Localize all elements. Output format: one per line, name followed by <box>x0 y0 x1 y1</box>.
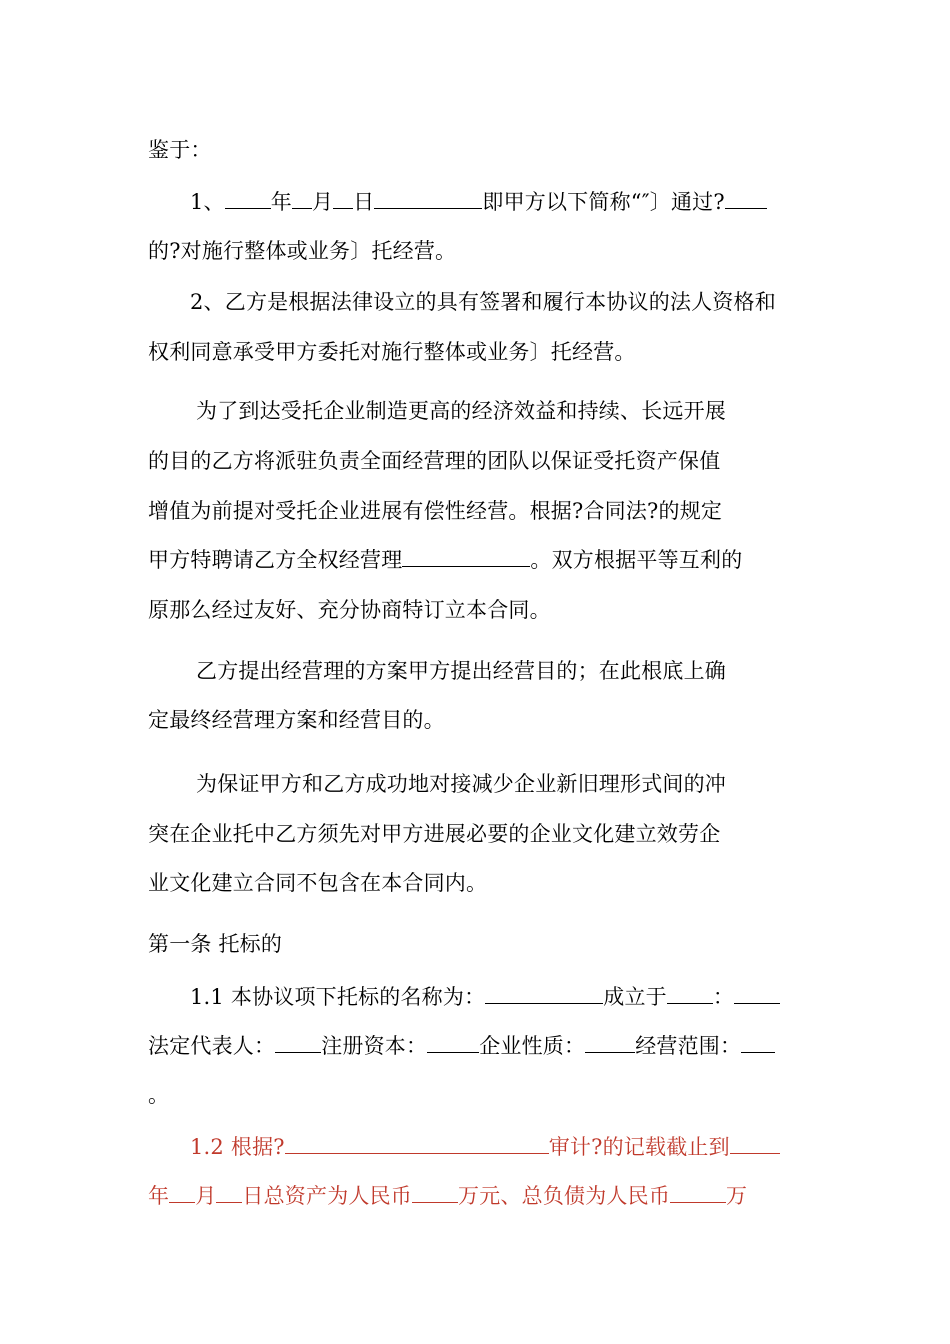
paragraph-clause-1-2 <box>190 1133 780 1161</box>
paragraph-line: 增值为前提对受托企业进展有偿性经营。根据?合同法?的规定 <box>148 499 723 523</box>
paragraph-line: 的目的乙方将派驻负责全面经营理的团队以保证受托资产保值 <box>148 449 721 473</box>
text: 年 <box>270 190 292 214</box>
text: 甲方特聘请乙方全权经营理 <box>148 548 403 572</box>
paragraph-line <box>148 1182 747 1210</box>
blank-field <box>741 1034 775 1053</box>
paragraph-line <box>148 546 742 574</box>
text: 日总资产为人民币 <box>242 1184 413 1208</box>
text: 月 <box>195 1184 217 1208</box>
text: 万元、总负债为人民币 <box>458 1184 671 1208</box>
text: 即甲方以下简称“″〕通过? <box>482 190 725 214</box>
text: 日 <box>353 190 375 214</box>
paragraph-clause-1 <box>190 188 767 216</box>
text: 1.1 本协议项下托标的名称为： <box>190 985 486 1009</box>
paragraph-line: 突在企业托中乙方须先对甲方进展必要的企业文化建立效劳企 <box>148 822 721 846</box>
paragraph-line: 业文化建立合同不包含在本合同内。 <box>148 871 488 895</box>
paragraph-clause-2: 2、乙方是根据法律设立的具有签署和履行本协议的法人资格和 <box>190 290 776 314</box>
text: 月 <box>311 190 334 214</box>
text: 。双方根据平等互利的 <box>530 548 743 572</box>
paragraph-line: 权利同意承受甲方委托对施行整体或业务〕托经营。 <box>148 340 636 364</box>
text: ： <box>712 985 735 1009</box>
text: 经营范围： <box>635 1034 742 1058</box>
paragraph-line: 的?对施行整体或业务〕托经营。 <box>148 239 457 263</box>
blank-field <box>730 1135 780 1154</box>
blank-field <box>275 1034 321 1053</box>
blank-field <box>412 1184 458 1203</box>
blank-field <box>225 190 271 209</box>
text: 万 <box>726 1184 748 1208</box>
text: 注册资本： <box>321 1034 428 1058</box>
blank-field <box>427 1034 479 1053</box>
blank-field <box>485 985 603 1004</box>
paragraph-line: 原那么经过友好、充分协商特订立本合同。 <box>148 598 551 622</box>
section-heading: 第一条 托标的 <box>148 932 283 956</box>
blank-field <box>667 985 713 1004</box>
blank-field <box>285 1135 549 1154</box>
text: 企业性质： <box>479 1034 586 1058</box>
blank-field <box>374 190 482 209</box>
blank-field <box>734 985 780 1004</box>
blank-field <box>292 190 312 209</box>
blank-field <box>725 190 767 209</box>
blank-field <box>216 1184 242 1203</box>
text: 1、 <box>190 190 225 214</box>
paragraph-clause-1-1 <box>190 983 780 1011</box>
text: 1.2 根据? <box>190 1135 285 1159</box>
blank-field <box>333 190 353 209</box>
paragraph-culture: 为保证甲方和乙方成功地对接减少企业新旧理形式间的冲 <box>196 772 726 796</box>
paragraph-line <box>148 1032 775 1060</box>
blank-field <box>585 1034 635 1053</box>
text: 成立于 <box>603 985 667 1009</box>
text: 年 <box>148 1184 170 1208</box>
paragraph-line: 。 <box>148 1083 170 1107</box>
text: 法定代表人： <box>148 1034 276 1058</box>
paragraph-line: 定最终经营理方案和经营目的。 <box>148 708 445 732</box>
paragraph-whereas: 鉴于： <box>148 138 212 162</box>
paragraph-purpose: 为了到达受托企业制造更高的经济效益和持续、长远开展 <box>196 399 726 423</box>
blank-field <box>670 1184 726 1203</box>
paragraph-plan: 乙方提出经营理的方案甲方提出经营目的；在此根底上确 <box>196 659 726 683</box>
text: 审计?的记载截止到 <box>548 1135 730 1159</box>
blank-field <box>169 1184 195 1203</box>
blank-field <box>402 548 530 567</box>
